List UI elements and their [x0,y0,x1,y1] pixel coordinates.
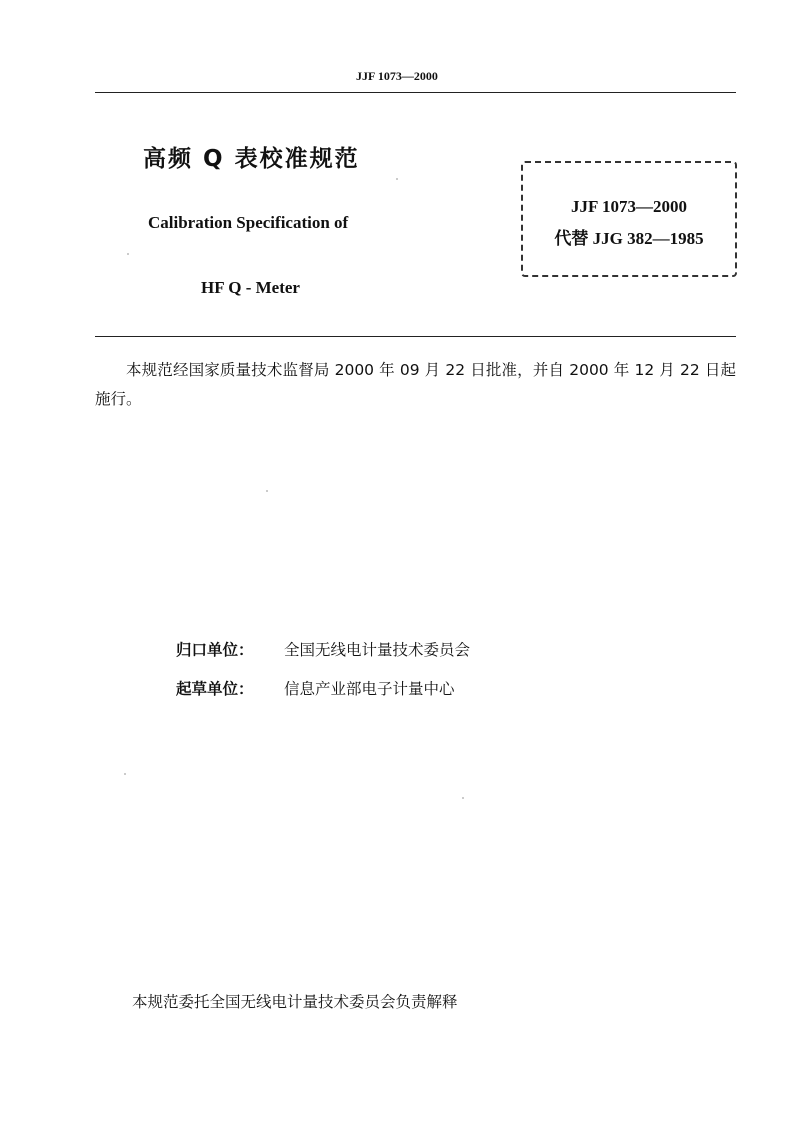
title-english-line2: HF Q - Meter [201,278,300,297]
title-chinese: 高频 Q 表校准规范 [143,146,360,172]
code-box-code: JJF 1073—2000 [570,197,687,216]
top-divider [95,92,736,93]
drafting-unit-value: 信息产业部电子计量中心 [284,680,455,698]
drafting-unit-row [176,677,455,699]
scan-speck [396,178,398,180]
scan-speck [266,490,268,492]
standard-code-box [521,161,737,277]
responsible-unit-value: 全国无线电计量技术委员会 [284,641,471,659]
header-standard-code: JJF 1073—2000 [356,69,438,83]
responsible-unit-label: 归口单位： [176,641,254,659]
responsible-unit-row [176,638,470,660]
drafting-unit-label: 起草单位： [176,680,254,698]
interpretation-note: 本规范委托全国无线电计量技术委员会负责解释 [132,993,458,1011]
approval-statement: 本规范经国家质量技术监督局 2000 年 09 月 22 日批准，并自 2000 年 12 月 22 日起施行。 [95,361,736,408]
title-english-line1: Calibration Specification of [148,213,349,232]
scan-speck [462,797,464,799]
code-box-replaces: 代替 JJG 382—1985 [554,229,704,248]
scan-speck [127,253,129,255]
middle-divider [95,336,736,337]
scan-speck [124,773,126,775]
